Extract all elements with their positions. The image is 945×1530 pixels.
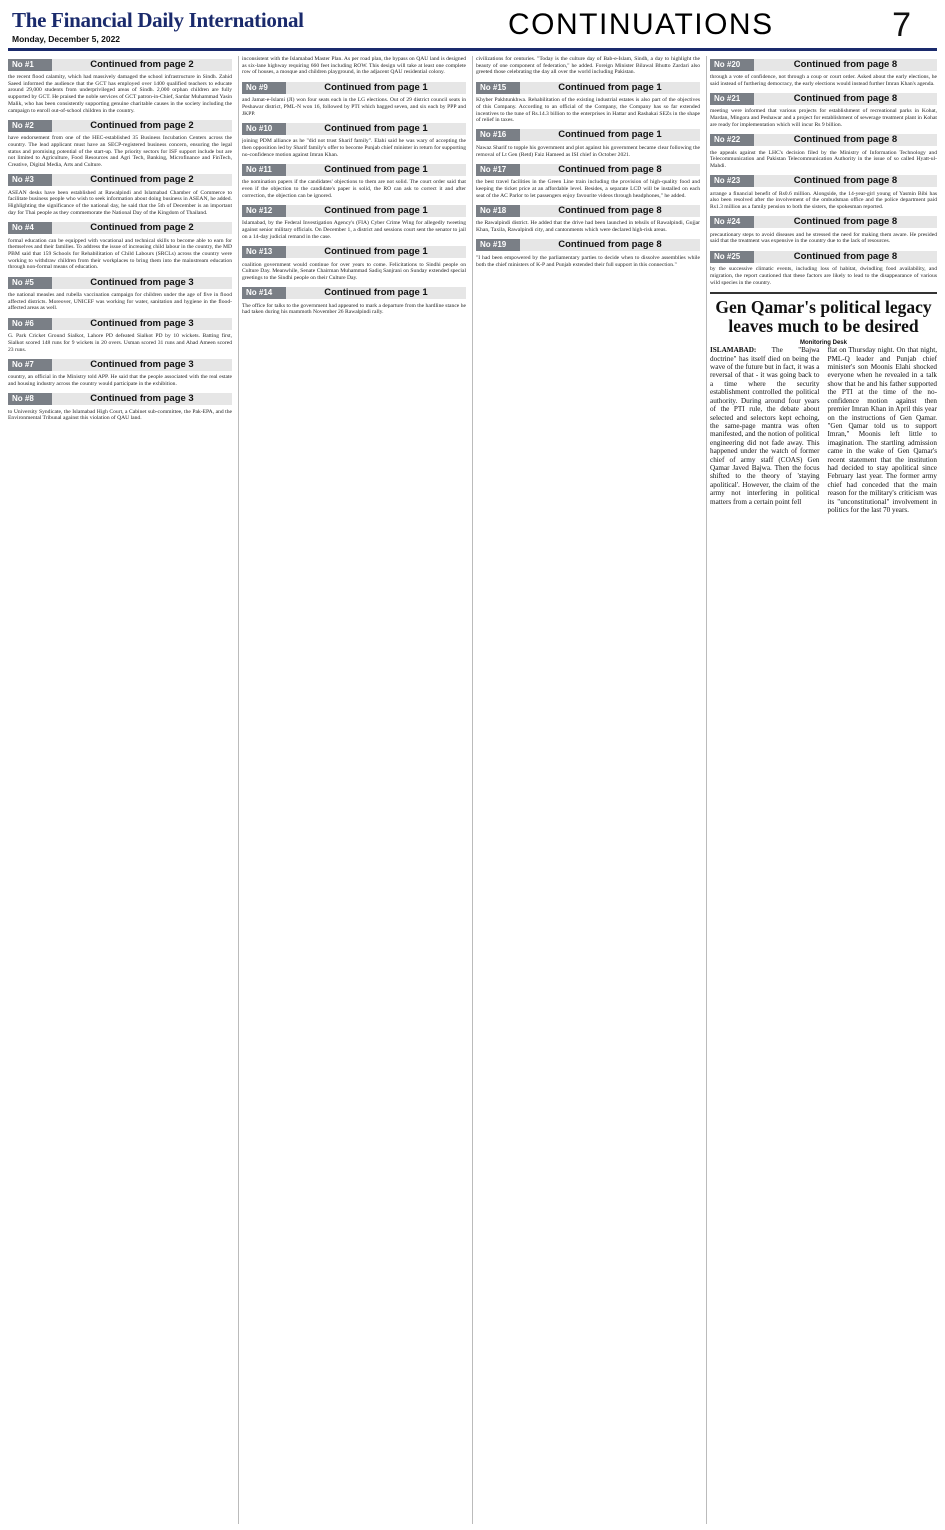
article-number-tag: No #7 [8, 359, 52, 371]
article-text: meeting were informed that various projects for establishment of recreational parks in Kohat, Mardan, Mingora and Peshawar and a project for establishment of sewerage treatment plant in Kohat are ready for implementation which will incur Rs 9 billion. [710, 108, 937, 128]
article-block [8, 119, 232, 169]
continued-from-label: Continued from page 1 [286, 123, 466, 135]
article-block [242, 287, 466, 316]
article-header [710, 216, 937, 229]
article-text: arrange a financial benefit of Rs0.6 million. Alongside, the 14-year-girl young of Yasmin Bibi has also been resolved after the involvement of the ombudsman office and the police department paid Rs1.3 million as a family pension to both the sisters, the spokesman reported. [710, 190, 937, 211]
article-header [8, 174, 232, 187]
article-number-tag: No #16 [476, 129, 520, 141]
article-block [8, 174, 232, 217]
article-number-tag: No #21 [710, 93, 754, 105]
article-text: inconsistent with the Islamabad Master Plan. As per road plan, the bypass on QAU land is designed as six-lane highway requiring 660 feet including ROW. This design will take at least one complete row of houses, a mosque and children playground, in the adjacent QAU residential colony. [242, 56, 466, 76]
article-block [242, 56, 466, 76]
article-header [476, 163, 700, 176]
article-number-tag: No #3 [8, 174, 52, 186]
continued-from-label: Continued from page 8 [754, 93, 937, 105]
continued-from-label: Continued from page 8 [754, 134, 937, 146]
article-header [710, 92, 937, 105]
feature-dateline: ISLAMABAD: [710, 346, 757, 355]
continued-from-label: Continued from page 1 [520, 129, 700, 141]
article-text: coalition government would continue for over years to come. Felicitations to Sindhi people on Culture Day. Meanwhile, Senate Chairman Muhammad Sadiq Sanjrani on Sunday extended special greetings to the Sindhi people on their Culture Day. [242, 261, 466, 281]
article-text: the Rawalpindi district. He added that the drive had been launched in tehsils of Rawalpindi, Gujjar Khan, Taxila, Rawalpindi city, and cantonments which were declared high-risk areas. [476, 220, 700, 234]
article-block [242, 122, 466, 158]
article-block [242, 246, 466, 282]
continued-from-label: Continued from page 8 [754, 251, 937, 263]
article-block [710, 58, 937, 87]
article-header [476, 204, 700, 217]
article-header [710, 250, 937, 263]
article-text: G. Park Cricket Ground Sialkot, Lahore PD defeated Sialkot PD by 10 wickets. Batting first, Sialkot scored 148 runs for 9 wickets in 20 overs. Usman scored 31 runs and Ahad Ameen scored 23 runs. [8, 333, 232, 353]
continued-from-label: Continued from page 3 [52, 318, 232, 330]
article-block [710, 92, 937, 128]
feature-byline: Monitoring Desk [799, 340, 847, 347]
article-header [710, 134, 937, 147]
section-title: CONTINUATIONS [508, 8, 774, 41]
article-block [8, 393, 232, 422]
article-block [242, 163, 466, 199]
article-block [8, 58, 232, 114]
article-text: through a vote of confidence, not through a coup or court order. Asked about the early elections, he said instead of furthering democracy, the early elections would instead further Imran Khan's agenda. [710, 74, 937, 87]
article-block [8, 276, 232, 312]
article-text: civilizations for centuries. "Today is the culture day of Bab-e-Islam, Sindh, a day to highlight the beauty of one component of federation," he added. Foreign Minister Bilawal Bhutto Zardari also greeted those celebrating the day all over the world including Pakistan. [476, 56, 700, 76]
column-divider [706, 56, 707, 1524]
article-header [476, 81, 700, 94]
article-block [710, 250, 937, 286]
article-text: "I had been empowered by the parliamentary parties to decide when to dissolve assemblies while both the chief ministers of K-P and Punjab extended their full support in this connection." [476, 254, 700, 268]
article-number-tag: No #17 [476, 164, 520, 176]
article-header [8, 119, 232, 132]
continued-from-label: Continued from page 1 [286, 246, 466, 258]
feature-columns [710, 346, 937, 514]
article-number-tag: No #20 [710, 59, 754, 71]
article-text: country, an official in the Ministry told APP. He said that the people associated with the real estate and housing industry across the country would participate in the exhibition. [8, 374, 232, 387]
continued-from-label: Continued from page 3 [52, 277, 232, 289]
article-header [476, 239, 700, 252]
continued-from-label: Continued from page 2 [52, 120, 232, 132]
article-number-tag: No #2 [8, 120, 52, 132]
continued-from-label: Continued from page 1 [286, 164, 466, 176]
article-number-tag: No #13 [242, 246, 286, 258]
paper-name: The Financial Daily International [12, 8, 304, 32]
article-text: to University Syndicate, the Islamabad High Court, a Cabinet sub-committee, the Pak-EPA, and the Environmental Tribunal against this violation of QAU land. [8, 408, 232, 422]
column-divider [238, 56, 239, 1524]
article-text: the nomination papers if the candidates' objections to them are not solid. The court order said that even if the objection to the candidate's paper is solid, the RO can ask to correct it and after correction, the objection can be ignored. [242, 179, 466, 199]
article-text: ASEAN desks have been established at Rawalpindi and Islamabad Chamber of Commerce to facilitate business people who wish to seek information about doing business in ASEAN, he added. Highlighting the significance of the national day, he said that the 5th of December is an important day for Thai people as they commemorate the National Day of the Kingdom of Thailand. [8, 189, 232, 216]
article-block [242, 81, 466, 117]
article-number-tag: No #12 [242, 205, 286, 217]
article-number-tag: No #8 [8, 393, 52, 405]
continued-from-label: Continued from page 8 [754, 175, 937, 187]
article-text: have endorsement from one of the HEC-established 35 Business Incubation Centers across the country. The lead applicant must have an SECP-registered business concern, ensuring the legal status and promising potential of the start-up. The priority sectors for ISF support include but are not limited to Agriculture, Food Resources and Agri Tech, Banking, Microfinance and FinTech, Creative, Digital Media, Arts and Culture. [8, 135, 232, 169]
article-number-tag: No #6 [8, 318, 52, 330]
article-text: Nawaz Sharif to topple his government and plot against his government became clear following the removal of Lt Gen (Retd) Faiz Hameed as ISI chief in October 2021. [476, 144, 700, 158]
article-header [8, 222, 232, 235]
article-block [710, 216, 937, 245]
feature-text-left [710, 346, 820, 514]
column-1 [8, 56, 232, 1524]
article-block [242, 204, 466, 240]
article-text: Khyber Pakhtunkhwa. Rehabilitation of the existing industrial estates is also part of the objectives of this Company. According to an official of the Company, the Company has so far extended incentives to the tune of Rs.14.3 billion to the enterprises in Hattar and Rashakai SEZs in the shape of relief in taxes. [476, 97, 700, 124]
column-4 [710, 56, 937, 1524]
feature-text-left-body: The "Bajwa doctrine" has itself died on being the wave of the future but in fact, it was a reversal of that - it was going back to a time where the security establishment controlled the political authority. During around four years of the PTI rule, the debate about selected and selectors kept echoing, the same-page mantra was often manifested, and the notion of political engineering did not fade away. This happened under the watch of former chief of army staff (COAS) Gen Qamar Javed Bajwa. Then the focus shifted to the theory of 'staying apolitical'. However, the claim of the army not interfering in political matters from a certain point fell [710, 346, 820, 506]
article-text: the appeals against the LHC's decision filed by the Ministry of Information Technology and Telecommunication and Pakistan Telecommunication Authority in the issue of so called Hyatt-ul-Mahdi. [710, 149, 937, 169]
article-header [242, 122, 466, 135]
article-text: the national measles and rubella vaccination campaign for children under the age of five in flood affected districts. Moreover, UNICEF was working for water, sanitation and hygiene in the flood-affected areas as well. [8, 292, 232, 312]
article-text: the recent flood calamity, which had massively damaged the school infrastructure in Sindh. Zahid Saeed informed the audience that the GCT has employed over 1400 qualified teachers to educate around 29,000 students from underprivileged areas of Sindh. 2,000 orphan children are fully supported by GCT. He praised the noble services of GCT patron-in-Chief, Sardar Muhammad Yasin Malik, who has been consistently supporting genuine charitable causes in the society including the campaign to enroll out-of-school children in the country. [8, 74, 232, 114]
article-number-tag: No #22 [710, 134, 754, 146]
article-block [476, 239, 700, 268]
article-number-tag: No #5 [8, 277, 52, 289]
article-header [8, 393, 232, 406]
masthead-rule [8, 48, 937, 51]
article-number-tag: No #14 [242, 287, 286, 299]
continued-from-label: Continued from page 8 [520, 205, 700, 217]
article-block [476, 81, 700, 124]
article-number-tag: No #19 [476, 239, 520, 251]
article-block [8, 222, 232, 272]
article-block [476, 129, 700, 158]
article-header [8, 276, 232, 289]
article-number-tag: No #18 [476, 205, 520, 217]
article-text: the best travel facilities in the Green Line train including the provision of high-quality food and keeping the ticket price at an affordable level. Besides, a separate LCD will be installed on each seat of the AC Parlor to let passengers enjoy favourite videos through headphones," he added. [476, 179, 700, 199]
feature-headline: Gen Qamar's political legacy leaves much to be desired [715, 297, 932, 337]
article-text: The office for talks to the government had appeared to mark a departure from the hardline stance he had taken during his mammoth November 26 Rawalpindi rally. [242, 302, 466, 316]
feature-story [710, 292, 937, 514]
article-number-tag: No #25 [710, 251, 754, 263]
article-block [476, 204, 700, 233]
article-number-tag: No #11 [242, 164, 286, 176]
continued-from-label: Continued from page 2 [52, 174, 232, 186]
continued-from-label: Continued from page 2 [52, 59, 232, 71]
article-header [710, 58, 937, 71]
article-block [710, 175, 937, 211]
column-2 [242, 56, 466, 1524]
article-text: precautionary steps to avoid diseases and he stressed the need for making them aware. He presided said that the treatment was expensive in the country due to the lack of resources. [710, 231, 937, 245]
article-header [8, 358, 232, 371]
article-header [242, 287, 466, 300]
article-block [476, 56, 700, 76]
feature-text-right: flat on Thursday night. On that night, PML-Q leader and Punjab chief minister's son Moonis Elahi shocked everyone when he revealed in a talk show that he and his father supported the PTI at the time of the no-confidence motion against then premier Imran Khan in April this year on the instructions of Gen Qamar. "Gen Qamar told us to support Imran," Moonis left little to imagination. The startling admission came in the wake of Gen Qamar's recent statement that the institution had decided to stay apolitical since February last year. The former army chief had conceded that the main reason for the military's criticism was its "unconstitutional" involvement in politics for the last 70 years. [827, 346, 937, 514]
article-text: formal education can be equipped with vocational and technical skills to become able to earn for themselves and their families. To address the issue of increasing child labour in the country, the MD PBM said that 159 Schools for Rehabilitation of Child Labours (SRCLs) across the country were working to withdraw children from their workplaces to bring them into the mainstream education through non-formal means of education. [8, 237, 232, 271]
article-text: joining PDM alliance as he "did not trust Sharif family". Elahi said he was wary of accepting the then opposition led by Sharif family's offer to become Punjab chief minister in return for supporting no-confidence motion against Imran Khan. [242, 138, 466, 158]
column-3 [476, 56, 700, 1524]
article-header [242, 204, 466, 217]
article-header [8, 58, 232, 71]
article-header [710, 175, 937, 188]
article-number-tag: No #1 [8, 59, 52, 71]
continued-from-label: Continued from page 1 [286, 205, 466, 217]
article-text: Islamabad, by the Federal Investigation Agency's (FIA) Cyber Crime Wing for allegedly tweeting against senior military officials. On December 1, a district and sessions court sent the senator to jail on a 14-day judicial remand in the case. [242, 220, 466, 240]
article-header [8, 317, 232, 330]
article-number-tag: No #9 [242, 82, 286, 94]
continued-from-label: Continued from page 1 [286, 287, 466, 299]
article-header [242, 81, 466, 94]
article-text: by the successive climatic events, including loss of habitat, dwindling food availability, and migration, the report cautioned that these factors are likely to lead to the disappearance of various wild species in the country. [710, 266, 937, 286]
article-block [710, 134, 937, 170]
article-number-tag: No #24 [710, 216, 754, 228]
article-block [476, 163, 700, 199]
continued-from-label: Continued from page 8 [520, 239, 700, 251]
continued-from-label: Continued from page 3 [52, 393, 232, 405]
page-number: 7 [892, 6, 911, 44]
article-block [8, 317, 232, 353]
continued-from-label: Continued from page 8 [754, 216, 937, 228]
article-header [242, 163, 466, 176]
column-divider [472, 56, 473, 1524]
continued-from-label: Continued from page 1 [286, 82, 466, 94]
issue-date: Monday, December 5, 2022 [12, 34, 121, 44]
article-number-tag: No #10 [242, 123, 286, 135]
article-number-tag: No #23 [710, 175, 754, 187]
article-block [8, 358, 232, 387]
continued-from-label: Continued from page 1 [520, 82, 700, 94]
article-text: and Jamat-e-Islami (JI) won four seats each in the LG elections. Out of 29 district council seats in Peshawar district, PML-N won 16, followed by PTI which bagged seven, and six each by PPP and JKPP. [242, 97, 466, 117]
article-header [242, 246, 466, 259]
continued-from-label: Continued from page 3 [52, 359, 232, 371]
continued-from-label: Continued from page 8 [754, 59, 937, 71]
continued-from-label: Continued from page 8 [520, 164, 700, 176]
article-number-tag: No #4 [8, 222, 52, 234]
masthead [8, 6, 937, 50]
article-header [476, 129, 700, 142]
continued-from-label: Continued from page 2 [52, 222, 232, 234]
article-number-tag: No #15 [476, 82, 520, 94]
